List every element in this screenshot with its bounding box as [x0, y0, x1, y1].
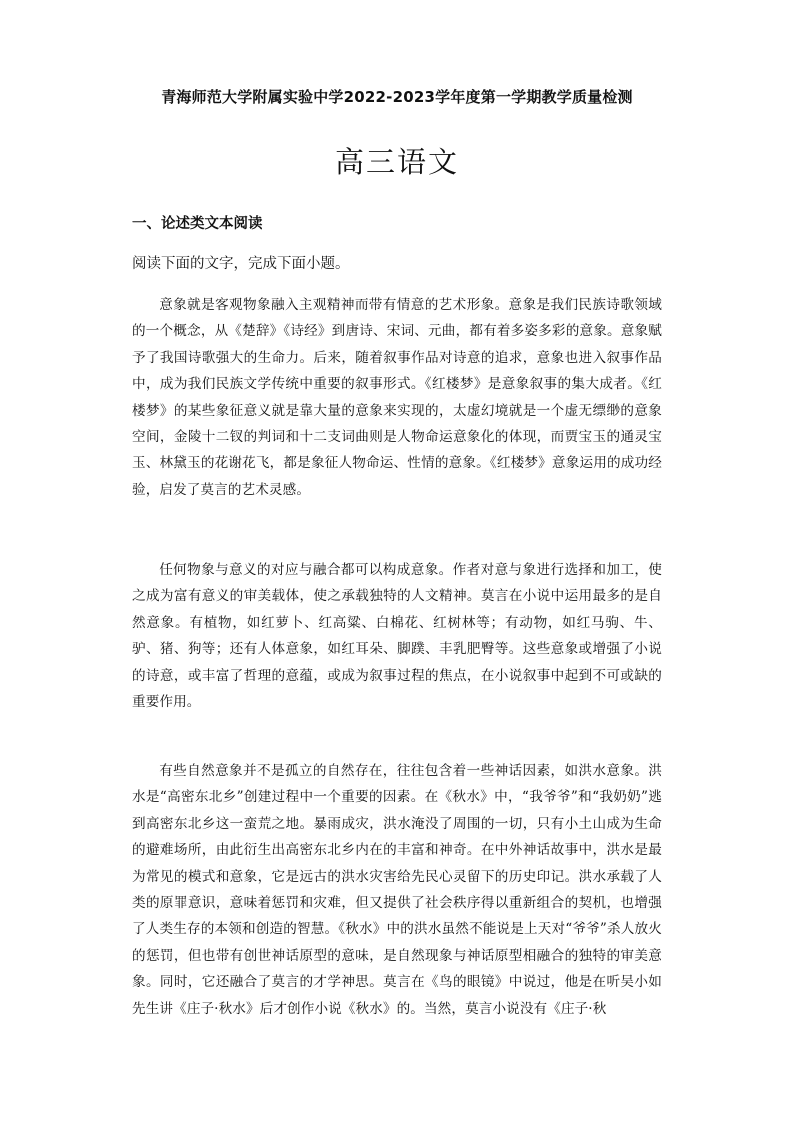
page-title: 高三语文 — [334, 145, 459, 179]
passage-paragraph-1: 意象就是客观物象融入主观精神而带有情意的艺术形象。意象是我们民族诗歌领域的一个概念，从《楚辞》《诗经》到唐诗、宋词、元曲，都有着多姿多彩的意象。意象赋予了我国诗歌强大的生命力。后来，随着叙事作品对诗意的追求，意象也进入叙事作品中，成为我们民族文学传统中重要的叙事形式。《红楼梦》是意象叙事的集大成者。《红楼梦》的某些象征意义就是靠大量的意象来实现的，太虚幻境就是一个虚无缥缈的意象空间，金陵十二钗的判词和十二支词曲则是人物命运意象化的体现，而贾宝玉的通灵宝玉、林黛玉的花谢花飞，都是象征人物命运、性情的意象。《红楼梦》意象运用的成功经验，启发了莫言的艺术灵感。 — [132, 297, 662, 498]
section-heading: 一、论述类文本阅读 — [132, 216, 263, 232]
reading-instruction: 阅读下面的文字，完成下面小题。 — [132, 256, 350, 272]
exam-header: 青海师范大学附属实验中学2022-2023学年度第一学期教学质量检测 — [161, 88, 633, 106]
passage-paragraph-2: 任何物象与意义的对应与融合都可以构成意象。作者对意与象进行选择和加工，使之成为富有意义的审美载体，使之承载独特的人文精神。莫言在小说中运用最多的是自然意象。有植物，如红萝卜、红高粱、白棉花、红树林等；有动物，如红马驹、牛、驴、猪、狗等；还有人体意象，如红耳朵、脚蹼、丰乳肥臀等。这些意象或增强了小说的诗意，或丰富了哲理的意蕴，或成为叙事过程的焦点，在小说叙事中起到不可或缺的重要作用。 — [132, 562, 662, 711]
passage-paragraph-3: 有些自然意象并不是孤立的自然存在，往往包含着一些神话因素，如洪水意象。洪水是“高密东北乡”创建过程中一个重要的因素。在《秋水》中，“我爷爷”和“我奶奶”逃到高密东北乡这一蛮荒之地。暴雨成灾，洪水淹没了周围的一切，只有小土山成为生命的避难场所，由此衍生出高密东北乡内在的丰富和神奇。在中外神话故事中，洪水是最为常见的模式和意象，它是远古的洪水灾害给先民心灵留下的历史印记。洪水承载了人类的原罪意识，意味着惩罚和灾难，但又提供了社会秩序得以重新组合的契机，也增强了人类生存的本领和创造的智慧。《秋水》中的洪水虽然不能说是上天对“爷爷”杀人放火的惩罚，但也带有创世神话原型的意味，是自然现象与神话原型相融合的独特的审美意象。同时，它还融合了莫言的才学神思。莫言在《鸟的眼镜》中说过，他是在听吴小如先生讲《庄子·秋水》后才创作小说《秋水》的。当然，莫言小说没有《庄子·秋 — [132, 763, 662, 1017]
